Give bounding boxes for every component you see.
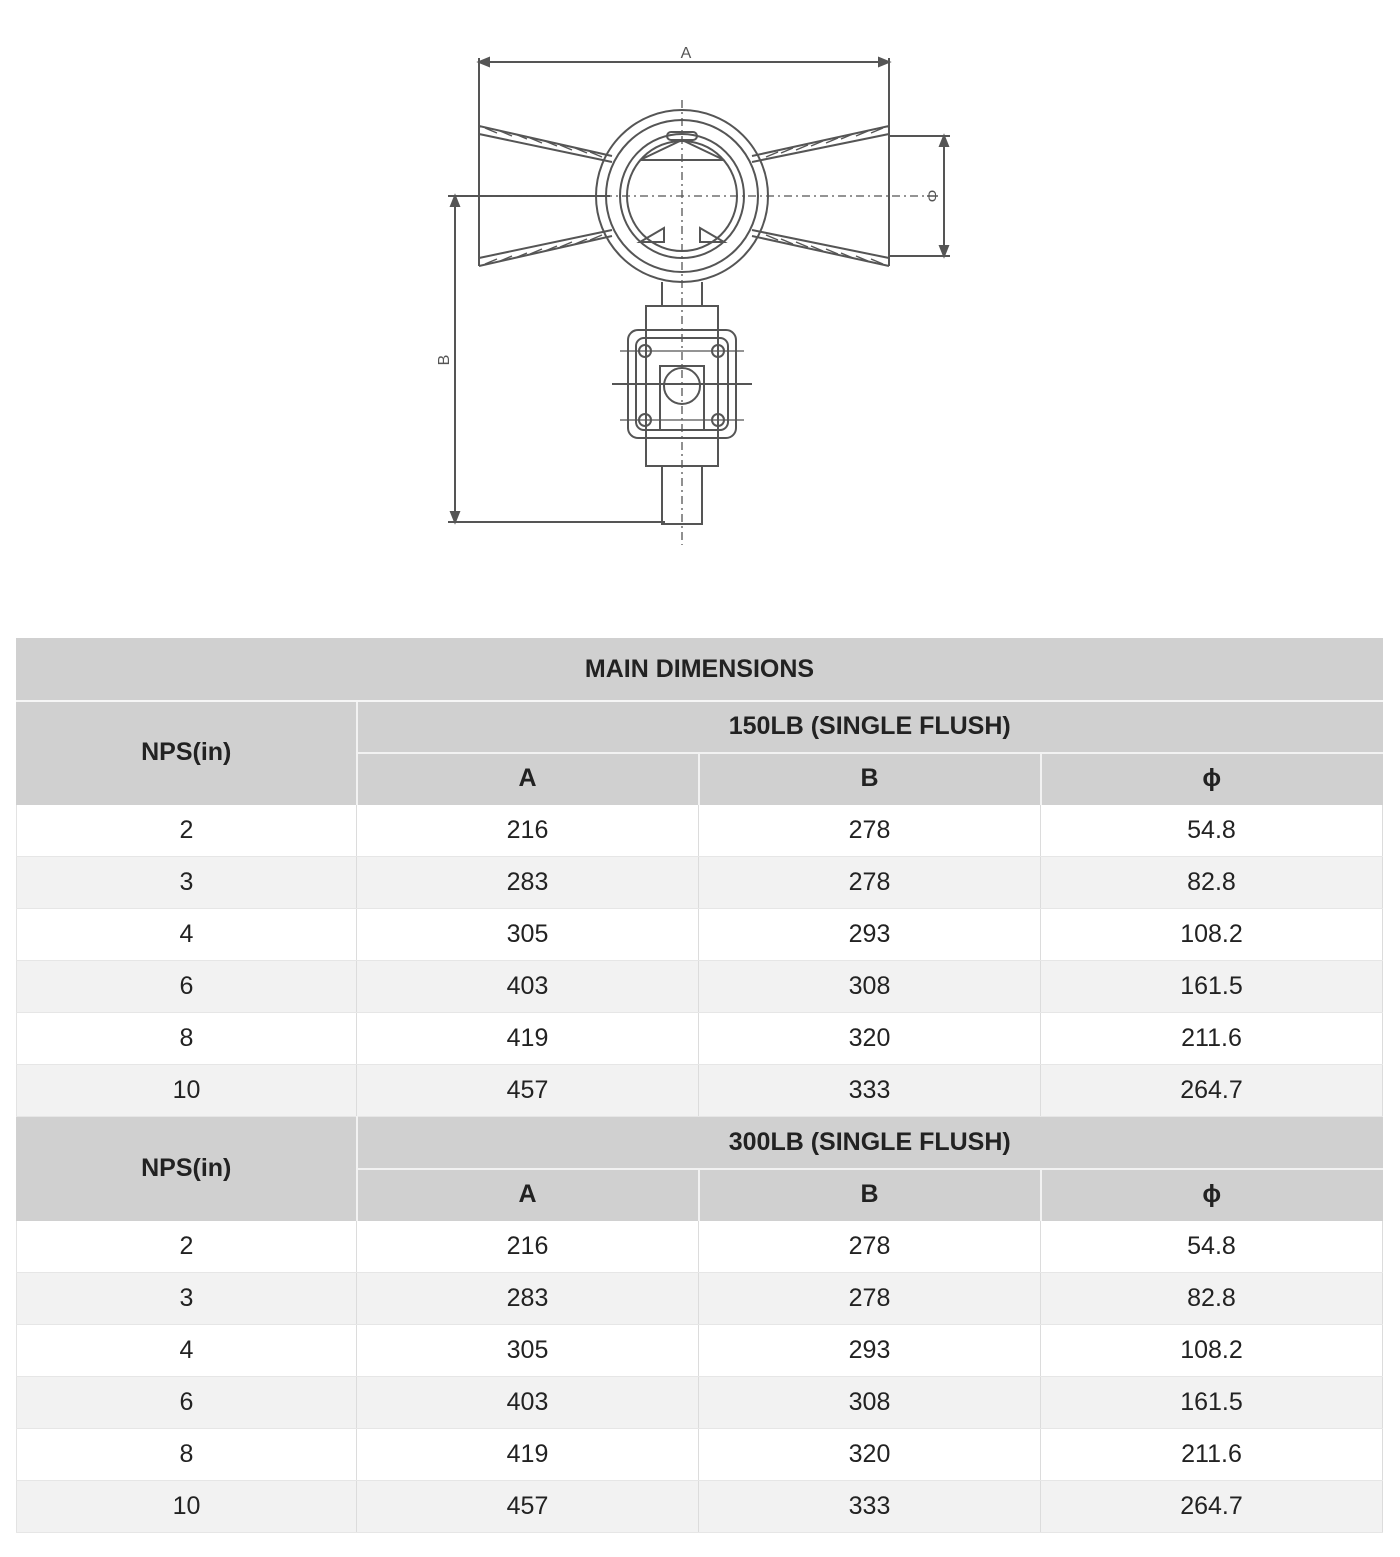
table-cell: 293 — [699, 909, 1041, 961]
table-cell: 2 — [17, 1221, 357, 1273]
main-dimensions-table — [16, 638, 1383, 1533]
table-cell: 293 — [699, 1325, 1041, 1377]
table-row — [17, 1325, 1383, 1377]
nps-header: NPS(in) — [17, 1117, 357, 1221]
valve-drawing-svg — [0, 0, 1400, 600]
table-cell: 264.7 — [1041, 1065, 1383, 1117]
table-row — [17, 1377, 1383, 1429]
table-cell: 333 — [699, 1481, 1041, 1533]
table-row — [17, 909, 1383, 961]
table-cell: 10 — [17, 1065, 357, 1117]
table-cell: 108.2 — [1041, 1325, 1383, 1377]
table-cell: 161.5 — [1041, 1377, 1383, 1429]
table-cell: 54.8 — [1041, 1221, 1383, 1273]
dimension-phi-label: Φ — [925, 189, 942, 203]
dimension-a-label: A — [680, 45, 692, 62]
table-cell: 457 — [357, 1065, 699, 1117]
table-cell: 216 — [357, 805, 699, 857]
table-row — [17, 805, 1383, 857]
table-title-row — [17, 639, 1383, 701]
table-row — [17, 1273, 1383, 1325]
table-cell: 457 — [357, 1481, 699, 1533]
table-cell: 10 — [17, 1481, 357, 1533]
table-cell: 82.8 — [1041, 1273, 1383, 1325]
table-cell: 308 — [699, 1377, 1041, 1429]
table-cell: 216 — [357, 1221, 699, 1273]
table-cell: 278 — [699, 857, 1041, 909]
table-row — [17, 1429, 1383, 1481]
table-cell: 320 — [699, 1429, 1041, 1481]
table-cell: 6 — [17, 1377, 357, 1429]
section-group-row — [17, 1117, 1383, 1169]
table-cell: 419 — [357, 1429, 699, 1481]
dimension-a-line — [479, 58, 889, 128]
table-cell: 278 — [699, 1221, 1041, 1273]
table-cell: 283 — [357, 1273, 699, 1325]
table-cell: 211.6 — [1041, 1013, 1383, 1065]
column-header: ϕ — [1041, 753, 1383, 805]
pressure-class-header: 300LB (SINGLE FLUSH) — [357, 1117, 1383, 1169]
table-row — [17, 1013, 1383, 1065]
table-row — [17, 857, 1383, 909]
table-cell: 305 — [357, 1325, 699, 1377]
table-cell: 305 — [357, 909, 699, 961]
table-cell: 6 — [17, 961, 357, 1013]
nps-header: NPS(in) — [17, 701, 357, 805]
table-cell: 161.5 — [1041, 961, 1383, 1013]
center-lines — [460, 100, 930, 545]
table-cell: 419 — [357, 1013, 699, 1065]
table-cell: 108.2 — [1041, 909, 1383, 961]
column-header: ϕ — [1041, 1169, 1383, 1221]
table-cell: 4 — [17, 909, 357, 961]
pressure-class-header: 150LB (SINGLE FLUSH) — [357, 701, 1383, 753]
table-cell: 403 — [357, 1377, 699, 1429]
table-cell: 54.8 — [1041, 805, 1383, 857]
column-header: B — [699, 1169, 1041, 1221]
valve-dimension-drawing — [0, 0, 1400, 600]
table-title: MAIN DIMENSIONS — [17, 639, 1383, 701]
table-cell: 3 — [17, 1273, 357, 1325]
table-cell: 278 — [699, 805, 1041, 857]
section-group-row — [17, 701, 1383, 753]
table-cell: 82.8 — [1041, 857, 1383, 909]
table-cell: 4 — [17, 1325, 357, 1377]
table-row — [17, 1221, 1383, 1273]
table-cell: 3 — [17, 857, 357, 909]
table-cell: 211.6 — [1041, 1429, 1383, 1481]
table-cell: 264.7 — [1041, 1481, 1383, 1533]
dimension-b-label: B — [436, 354, 453, 366]
dimension-b-line — [448, 196, 665, 522]
table-cell: 278 — [699, 1273, 1041, 1325]
column-header: A — [357, 753, 699, 805]
table-cell: 320 — [699, 1013, 1041, 1065]
table-cell: 283 — [357, 857, 699, 909]
table-cell: 333 — [699, 1065, 1041, 1117]
column-header: B — [699, 753, 1041, 805]
table-cell: 8 — [17, 1429, 357, 1481]
table-row — [17, 1481, 1383, 1533]
table-cell: 308 — [699, 961, 1041, 1013]
column-header: A — [357, 1169, 699, 1221]
table-row — [17, 961, 1383, 1013]
table-row — [17, 1065, 1383, 1117]
table-cell: 2 — [17, 805, 357, 857]
table-cell: 8 — [17, 1013, 357, 1065]
table-cell: 403 — [357, 961, 699, 1013]
